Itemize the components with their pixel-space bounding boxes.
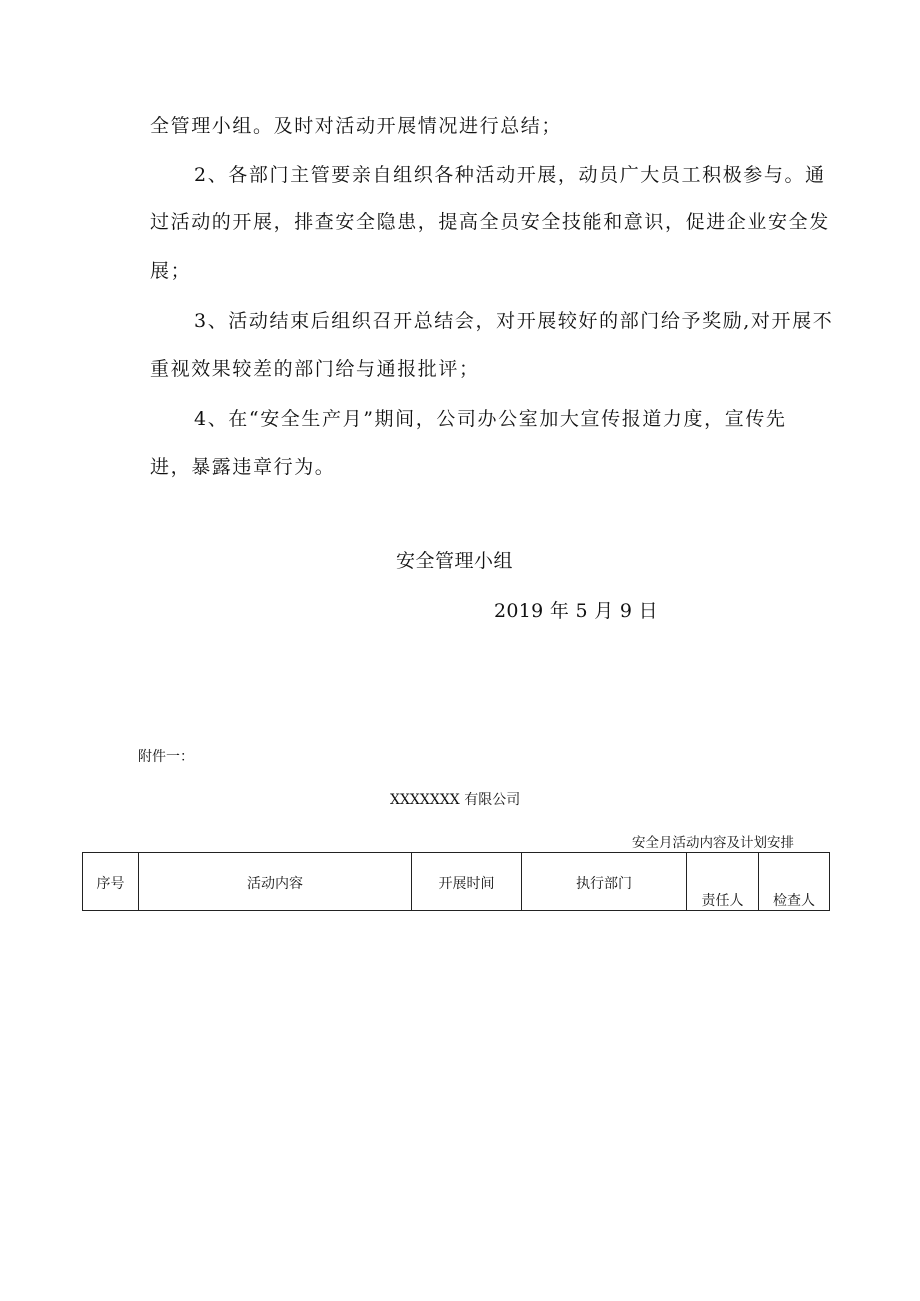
header-cell-time: 开展时间 bbox=[412, 853, 522, 911]
header-cell-department: 执行部门 bbox=[522, 853, 687, 911]
paragraph-2-line-1: 2、各部门主管要亲自组织各种活动开展，动员广大员工积极参与。通 bbox=[194, 164, 826, 186]
paragraph-4-line-2: 进，暴露违章行为。 bbox=[150, 456, 336, 478]
header-cell-index: 序号 bbox=[83, 853, 139, 911]
signature-date: 2019 年 5 月 9 日 bbox=[494, 600, 658, 622]
paragraph-2-line-3: 展； bbox=[150, 260, 192, 282]
table-title: 安全月活动内容及计划安排 bbox=[632, 835, 794, 851]
company-name: XXXXXXX 有限公司 bbox=[390, 792, 521, 808]
paragraph-3-line-1: 3、活动结束后组织召开总结会，对开展较好的部门给予奖励,对开展不 bbox=[194, 310, 834, 332]
header-cell-responsible: 责任人 bbox=[687, 853, 759, 911]
signature-org: 安全管理小组 bbox=[396, 550, 514, 572]
paragraph-2-line-2: 过活动的开展，排查安全隐患，提高全员安全技能和意识，促进企业安全发 bbox=[150, 211, 830, 233]
paragraph-1-line-1: 全管理小组。及时对活动开展情况进行总结； bbox=[150, 115, 563, 137]
paragraph-4-line-1: 4、在“安全生产月”期间，公司办公室加大宣传报道力度，宣传先 bbox=[194, 408, 787, 430]
header-cell-inspector: 检查人 bbox=[759, 853, 830, 911]
attachment-label: 附件一： bbox=[138, 749, 194, 765]
header-cell-activity: 活动内容 bbox=[139, 853, 412, 911]
paragraph-3-line-2: 重视效果较差的部门给与通报批评； bbox=[150, 358, 480, 380]
table-header-row bbox=[83, 853, 830, 911]
activity-plan-table bbox=[82, 852, 830, 911]
